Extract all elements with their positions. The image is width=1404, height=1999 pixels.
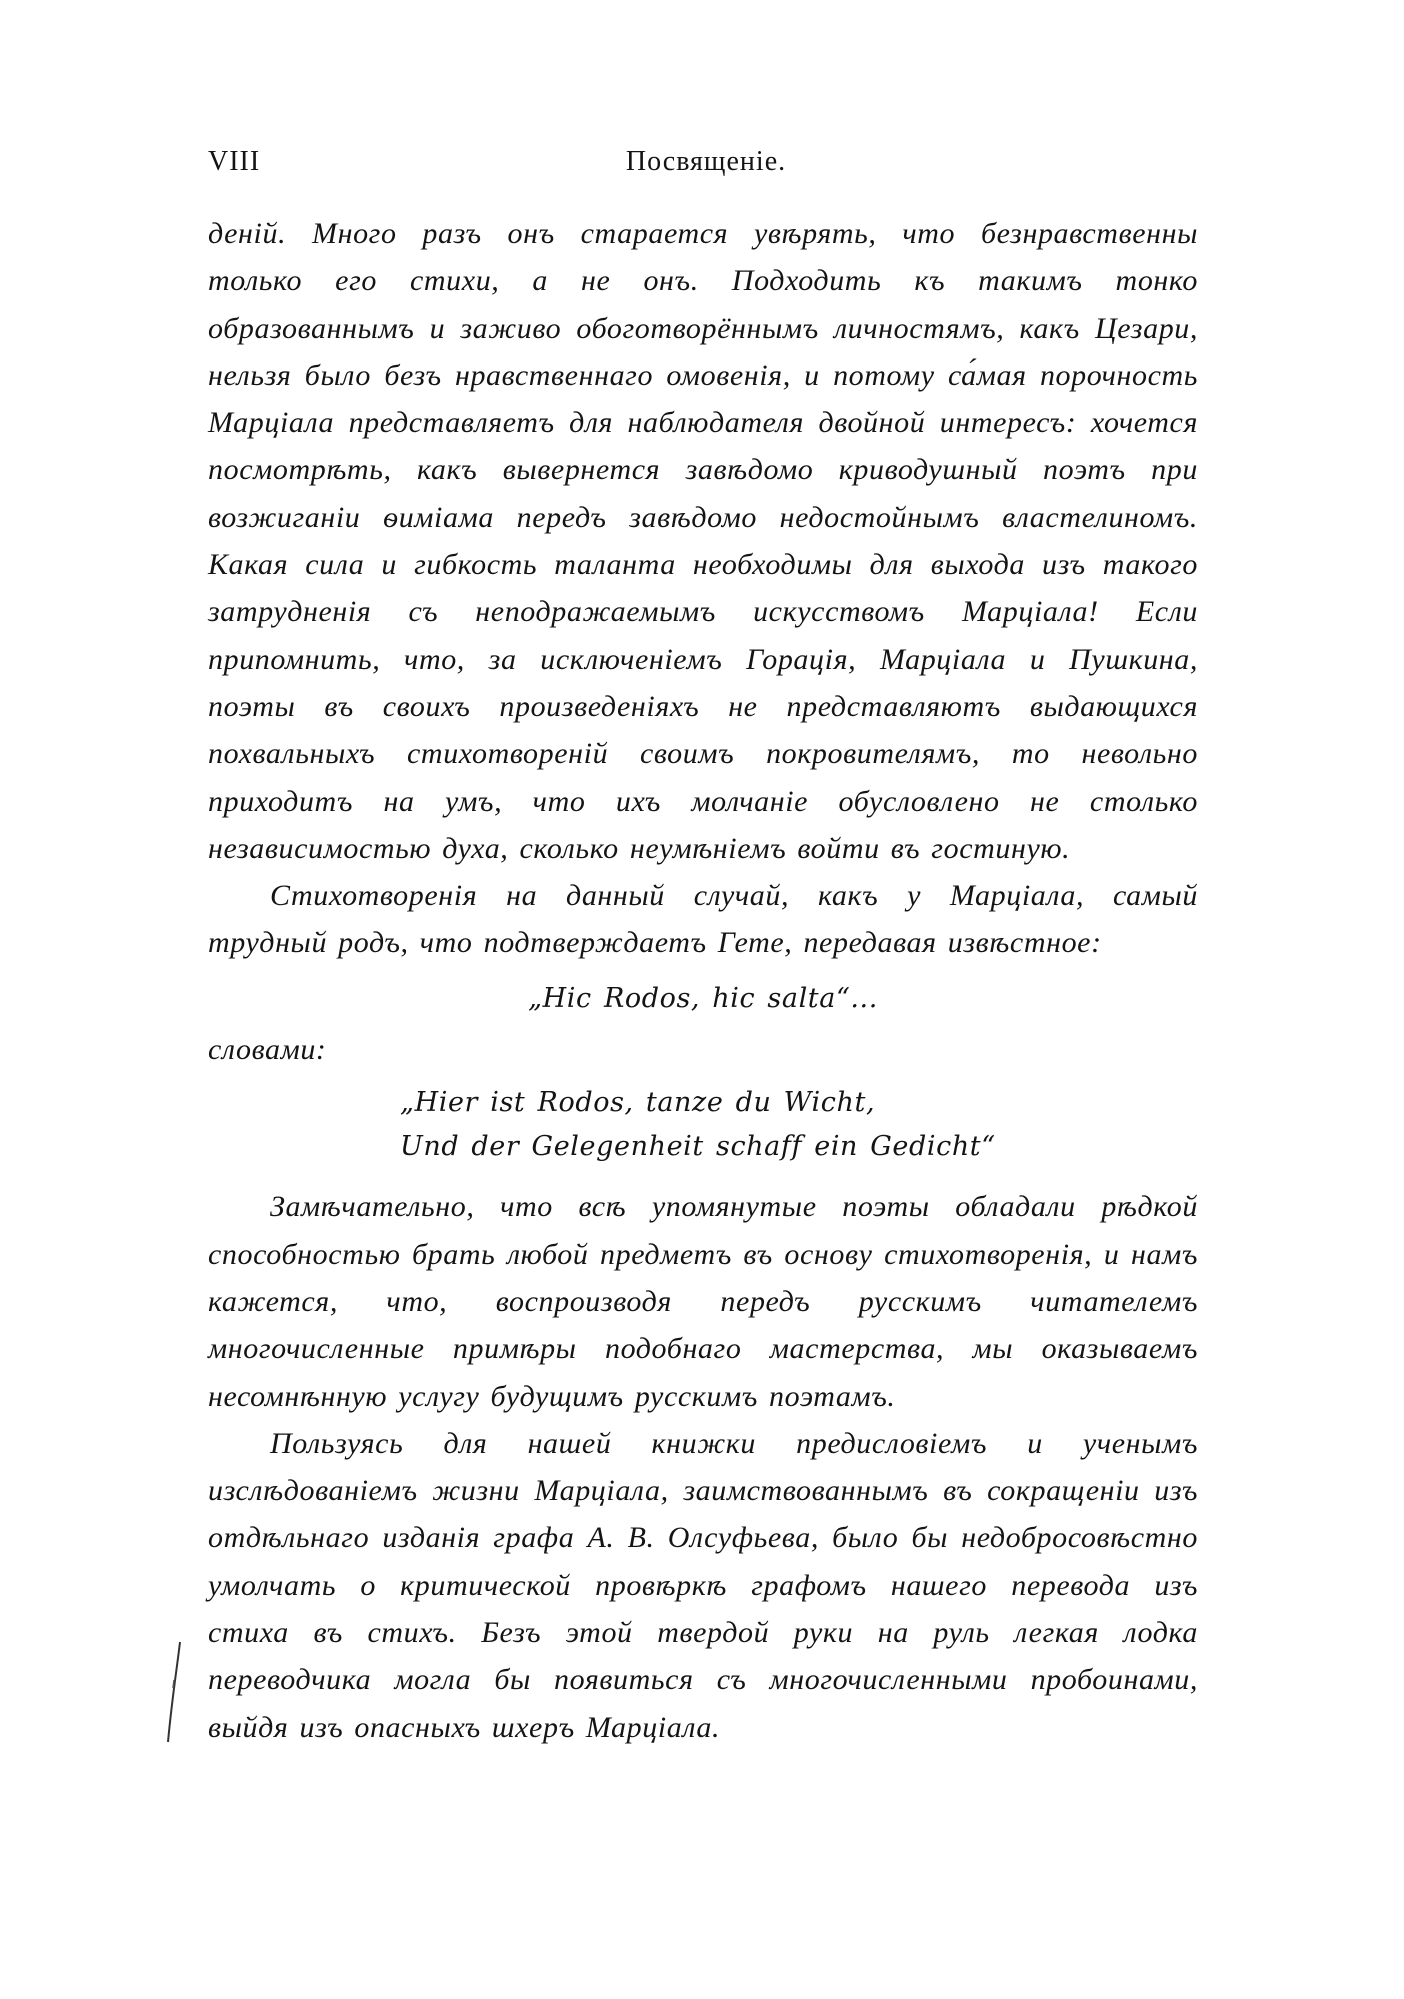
body-text bbox=[208, 210, 1198, 1751]
paragraph-occasional-poems: Стихотворенія на данный случай, какъ у Марціала, самый трудный родъ, что подтверждаетъ Гете, передавая извѣстное: bbox=[208, 879, 1198, 960]
margin-pencil-mark bbox=[160, 1638, 190, 1748]
paragraph-acknowledgement: Пользуясь для нашей книжки предисловіемъ и ученымъ изслѣдованіемъ жизни Марціала, заимствованнымъ въ сокращеніи изъ отдѣльнаго изданія графа А. В. Олсуфьева, было бы недобросовѣстно умолчать о критической провѣркѣ графомъ нашего перевода изъ стиха въ стихъ. Безъ этой твердой руки на руль легкая лодка переводчика могла бы появиться съ многочисленными пробоинами, выйдя изъ опасныхъ шхеръ Марціала. bbox=[208, 1426, 1198, 1744]
german-verse bbox=[400, 1081, 1198, 1169]
quote-intro-label: словами: bbox=[208, 1033, 327, 1067]
running-head bbox=[208, 146, 1204, 186]
paragraph-continuation: деній. Много разъ онъ старается увѣрять, что безнравственны только его стихи, а не онъ. Подходить къ такимъ тонко образованнымъ и заживо обоготворённымъ личностямъ, какъ Цезари, нельзя было безъ нравственнаго омовенія, и потому са́мая порочность Марціала представляетъ для наблюдателя двойной интересъ: хочется посмотрѣть, какъ вывернется завѣдомо криводушный поэтъ при возжиганіи ѳиміама передъ завѣдомо недостойнымъ властелиномъ. Какая сила и гибкость таланта необходимы для выхода изъ такого затрудненія съ неподражаемымъ искусствомъ Марціала! Если припомнить, что, за исключеніемъ Горація, Марціала и Пушкина, поэты въ своихъ произведеніяхъ не представляютъ выдающихся похвальныхъ стихотвореній своимъ покровителямъ, то невольно приходитъ на умъ, что ихъ молчаніе обусловлено не столько независимостью духа, сколько неумѣніемъ войти въ гостиную. bbox=[208, 217, 1198, 865]
page-number: VIII bbox=[208, 146, 261, 177]
latin-quote: „Hic Rodos, hic salta“... bbox=[528, 982, 878, 1014]
verse-line: „Hier ist Rodos, tanze du Wicht, bbox=[400, 1087, 876, 1119]
paragraph-remarkable: Замѣчательно, что всѣ упомянутые поэты обладали рѣдкой способностью брать любой предметъ въ основу стихотворенія, и намъ кажется, что, воспроизводя передъ русскимъ читателемъ многочисленные примѣры подобнаго мастерства, мы оказываемъ несомнѣнную услугу будущимъ русскимъ поэтамъ. bbox=[208, 1190, 1198, 1413]
running-title: Посвященіе. bbox=[625, 146, 787, 177]
verse-line: Und der Gelegenheit schaff ein Gedicht“ bbox=[400, 1131, 996, 1163]
